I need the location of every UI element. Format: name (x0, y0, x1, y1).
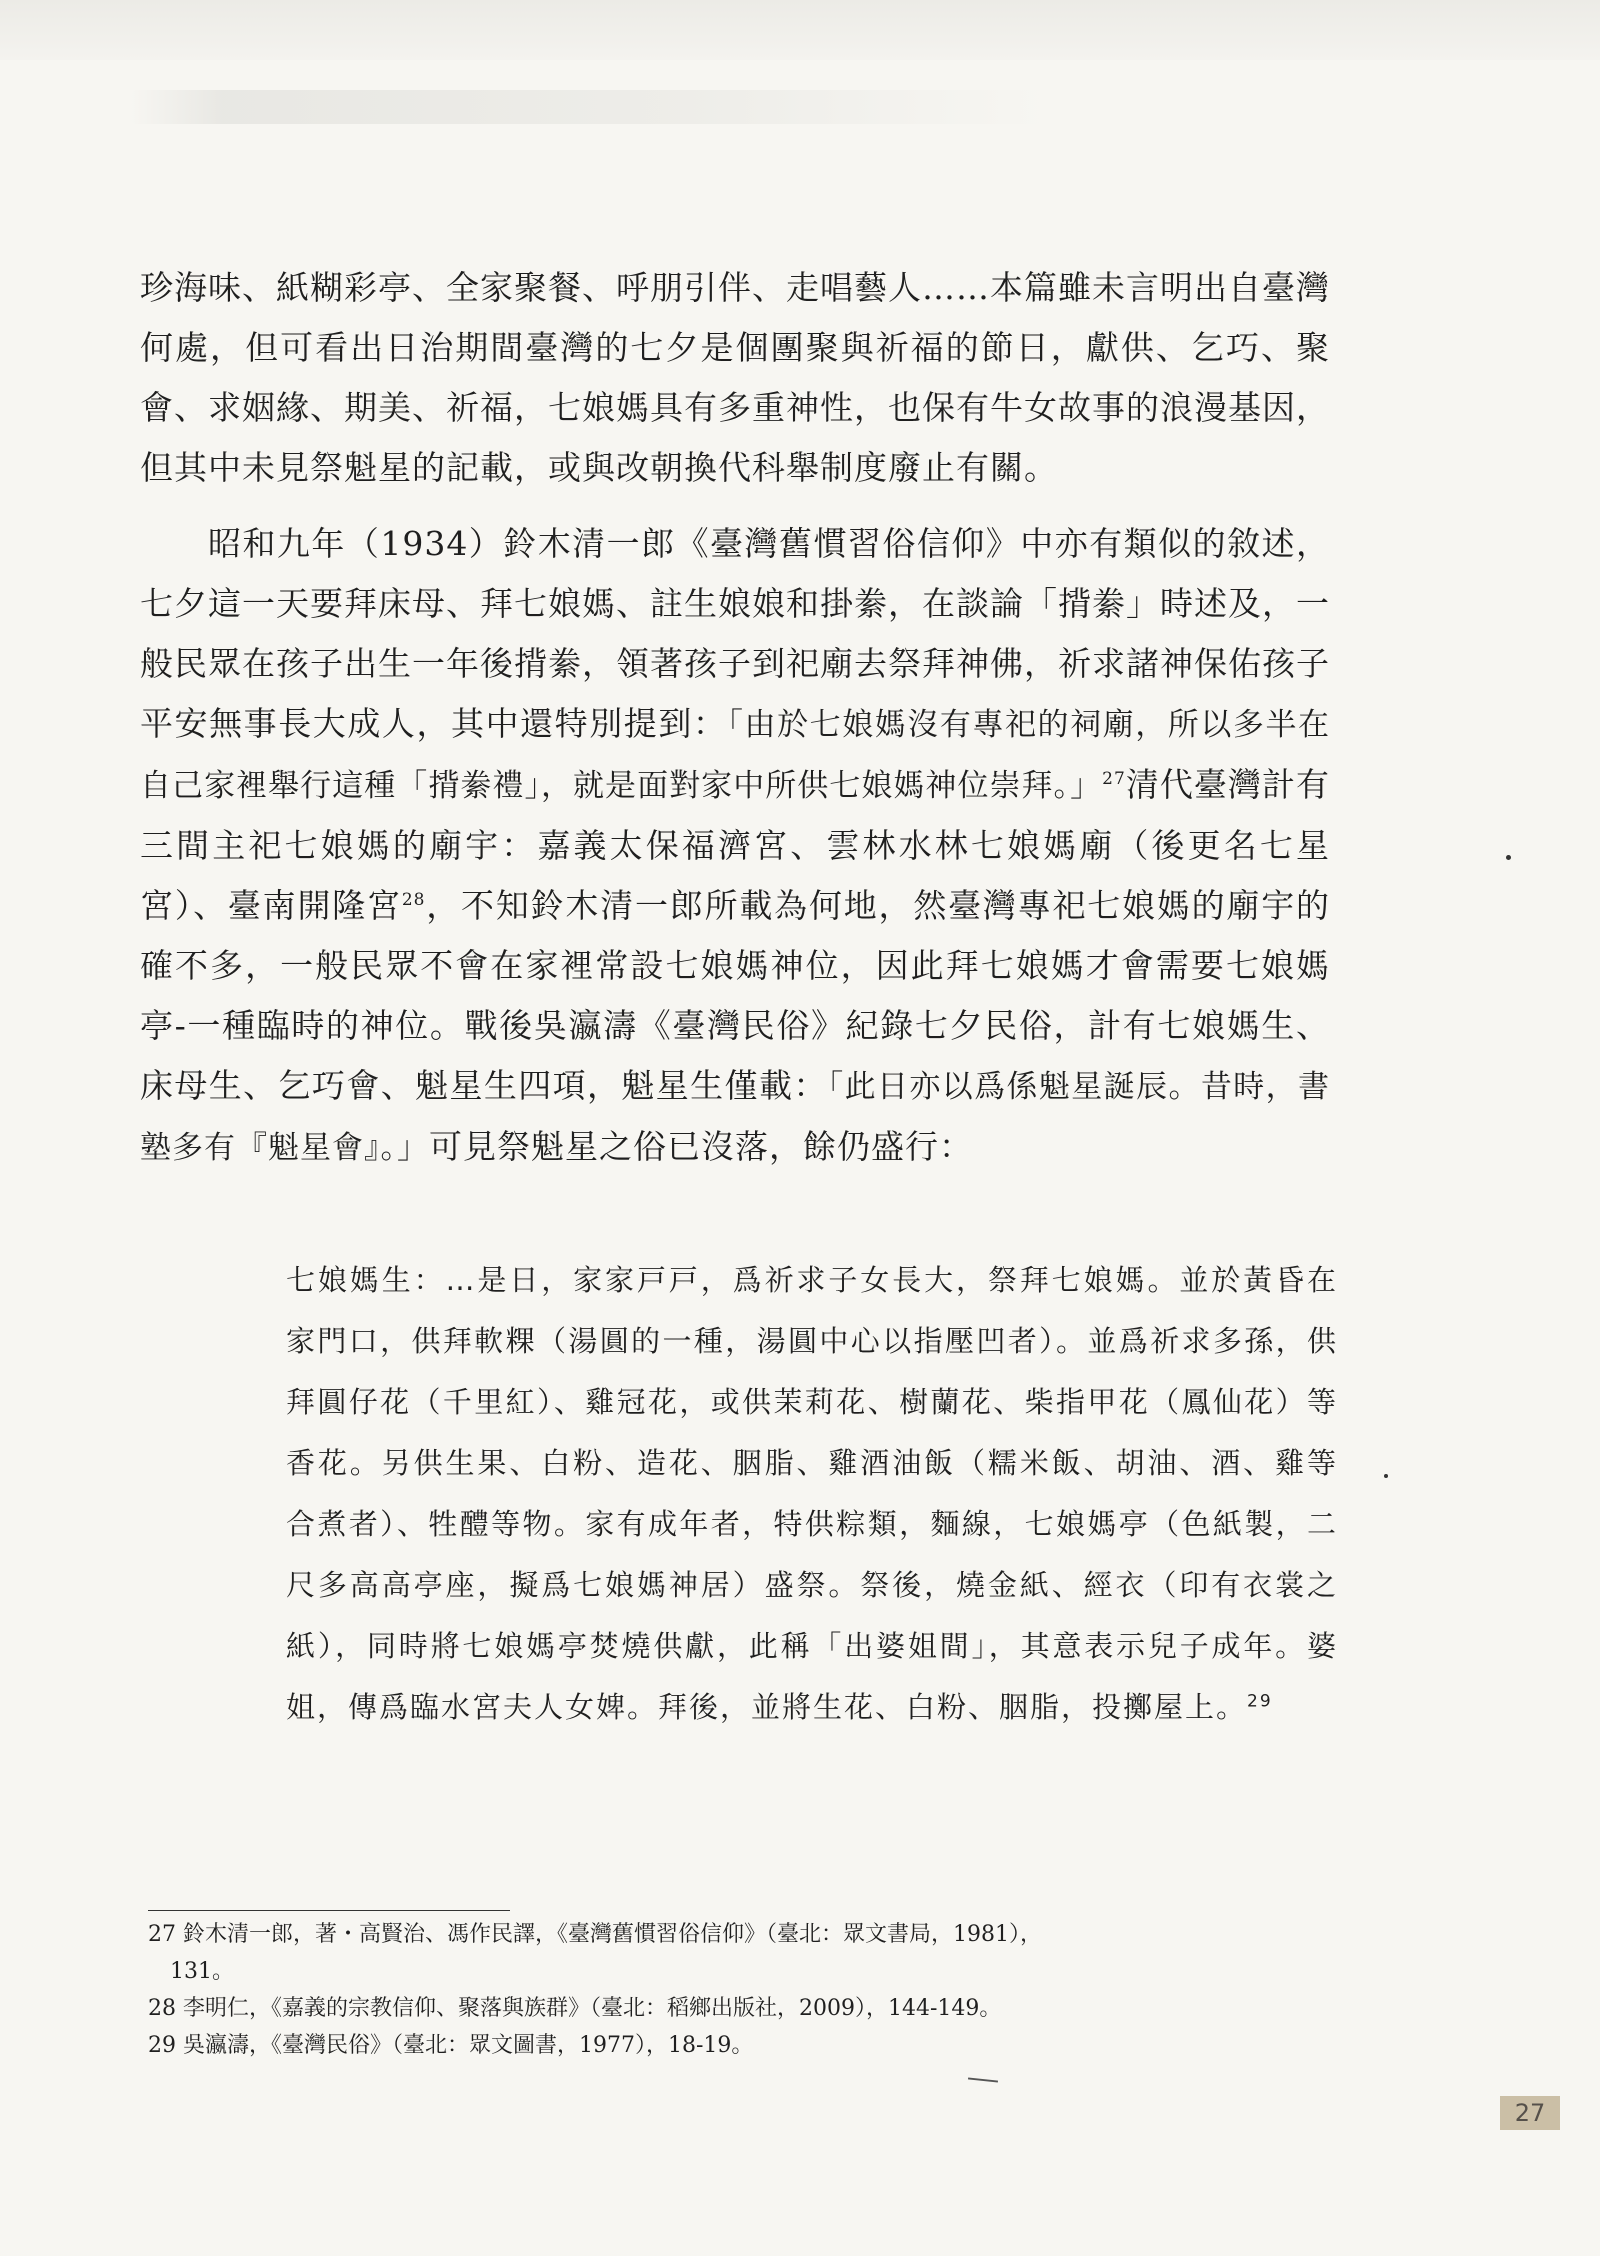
footnote-divider (148, 1910, 510, 1911)
footnote-27-text: 27 鈴木清一郎，著・高賢治、馮作民譯，《臺灣舊慣習俗信仰》（臺北：眾文書局，1981）， (148, 1922, 1042, 1947)
inline-quote-suzuki: 「由於七娘媽沒有專祀的祠廟，所以多半在自己家裡舉行這種「揹絭禮」，就是面對家中所供七娘媽神位崇拜。」 (140, 707, 1331, 804)
scan-mark (968, 2077, 998, 2082)
page-number: 27 (1500, 2096, 1560, 2130)
footnote-27 (148, 1916, 1328, 1990)
block-quote-text: 七娘媽生：…是日，家家戸戸，爲祈求子女長大，祭拜七娘媽。並於黃昏在家門口，供拜軟粿（湯圓的一種，湯圓中心以指壓凹者）。並爲祈求多孫，供拜圓仔花（千里紅）、雞冠花，或供茉莉花、樹蘭花、柴指甲花（鳳仙花）等香花。另供生果、白粉、造花、胭脂、雞酒油飯（糯米飯、胡油、酒、雞等合煮者）、牲醴等物。家有成年者，特供粽類，麵線，七娘媽亭（色紙製，二尺多高高亭座，擬爲七娘媽神居）盛祭。祭後，燒金紙、經衣（印有衣裳之紙），同時將七娘媽亭焚燒供獻，此稱「出婆姐間」，其意表示兒子成年。婆姐，傳爲臨水宮夫人女婢。拜後，並將生花、白粉、胭脂，投擲屋上。 (286, 1263, 1338, 1724)
block-quotation (286, 1250, 1338, 1738)
paragraph-1-text: 珍海味、紙糊彩亭、全家聚餐、呼朋引伴、走唱藝人……本篇雖未言明出自臺灣何處，但可看出日治期間臺灣的七夕是個團聚與祈福的節日，獻供、乞巧、聚會、求姻緣、期美、祈福，七娘媽具有多重神性，也保有牛女故事的浪漫基因，但其中未見祭魁星的記載，或與改朝換代科舉制度廢止有關。 (140, 268, 1330, 487)
footnote-ref-27: 27 (1102, 769, 1126, 789)
scan-speck (1384, 1474, 1388, 1478)
body-paragraph-1 (140, 258, 1330, 498)
footnotes-list (148, 1916, 1328, 2064)
footnote-29-text: 29 吳瀛濤，《臺灣民俗》（臺北：眾文圖書，1977），18-19。 (148, 2033, 754, 2058)
body-paragraph-2 (140, 514, 1330, 1178)
paragraph-2-part-a: 昭和九年（1934）鈴木清一郎《臺灣舊慣習俗信仰》中亦有類似的敘述，七夕這一天要拜床母、拜七娘媽、註生娘娘和掛絭，在談論「揹絭」時述及，一般民眾在孩子出生一年後揹絭，領著孩子到祀廟去祭拜神佛，祈求諸神保佑孩子平安無事長大成人，其中還特別提到： (140, 524, 1330, 743)
footnote-ref-28: 28 (401, 890, 426, 910)
paragraph-2-part-d: 可見祭魁星之俗已沒落，餘仍盛行： (429, 1127, 973, 1166)
footnote-28 (148, 1990, 1328, 2027)
scan-speck (1506, 855, 1511, 860)
footnote-27-continuation: 131。 (170, 1959, 234, 1984)
footnote-28-text: 28 李明仁，《嘉義的宗教信仰、聚落與族群》（臺北：稻鄉出版社，2009），144-149。 (148, 1996, 1002, 2021)
faded-running-header (130, 90, 1050, 124)
footnote-29 (148, 2027, 1328, 2064)
page-top-band (0, 0, 1600, 60)
footnote-ref-29: 29 (1247, 1691, 1273, 1712)
inline-quote-wu: 「此日亦以爲係魁星誕辰。昔時，書塾多有『魁星會』。」 (140, 1069, 1331, 1166)
paragraph-2-part-c: ，不知鈴木清一郎所載為何地，然臺灣專祀七娘媽的廟宇的確不多，一般民眾不會在家裡常設七娘媽神位，因此拜七娘媽才會需要七娘媽亭-一種臨時的神位。戰後吳瀛濤《臺灣民俗》紀錄七夕民俗，計有七娘媽生、床母生、乞巧會、魁星生四項，魁星生僅載： (140, 886, 1331, 1105)
paragraph-2-part-b: 清代臺灣計有三間主祀七娘媽的廟宇：嘉義太保福濟宮、雲林水林七娘媽廟（後更名七星宮）、臺南開隆宮 (140, 765, 1331, 925)
